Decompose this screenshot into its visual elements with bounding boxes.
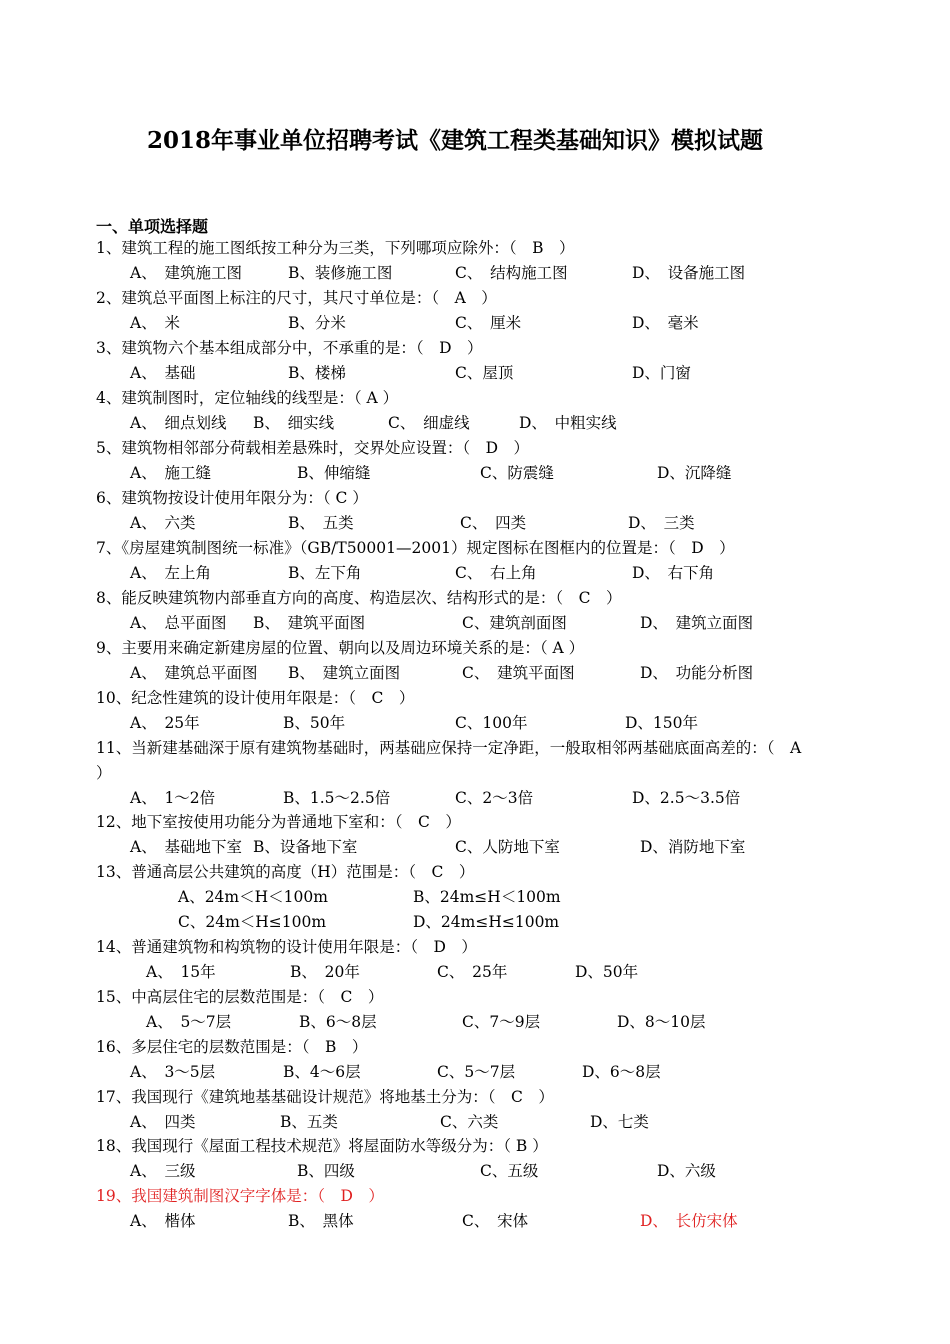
options-row xyxy=(0,837,900,857)
option-a: A、 六类 xyxy=(130,514,196,532)
option-b: B、 五类 xyxy=(288,514,354,532)
option-d: D、 长仿宋体 xyxy=(640,1212,738,1230)
option-a: A、 楷体 xyxy=(130,1212,196,1230)
option-b: B、 建筑平面图 xyxy=(253,614,366,632)
option-d: D、 毫米 xyxy=(632,314,699,332)
options-row xyxy=(0,1211,900,1231)
option-b: B、 黑体 xyxy=(288,1212,354,1230)
option-d: D、门窗 xyxy=(632,364,691,382)
option-b: B、分米 xyxy=(288,314,346,332)
options-row xyxy=(0,663,900,683)
option-c: C、防震缝 xyxy=(480,464,554,482)
question-stem: 16、多层住宅的层数范围是：（ B ） xyxy=(96,1038,368,1056)
options-row xyxy=(0,788,900,808)
option-c: C、5～7层 xyxy=(437,1063,516,1081)
question-stem: 1、建筑工程的施工图纸按工种分为三类，下列哪项应除外：（ B ） xyxy=(96,239,575,257)
options-row xyxy=(0,313,900,333)
options-row xyxy=(0,713,900,733)
option-c: C、 厘米 xyxy=(455,314,522,332)
option-c: C、 结构施工图 xyxy=(455,264,568,282)
question-stem: 8、能反映建筑物内部垂直方向的高度、构造层次、结构形式的是：（ C ） xyxy=(96,589,622,607)
question-stem: 2、建筑总平面图上标注的尺寸，其尺寸单位是：（ A ） xyxy=(96,289,497,307)
option-c: C、100年 xyxy=(455,714,528,732)
option-d: D、6～8层 xyxy=(582,1063,661,1081)
question-stem: 10、纪念性建筑的设计使用年限是：（ C ） xyxy=(96,689,415,707)
option-d: D、消防地下室 xyxy=(640,838,746,856)
option-b: B、 20年 xyxy=(290,963,360,981)
option-d: D、六级 xyxy=(657,1162,716,1180)
option-a: A、 1～2倍 xyxy=(130,789,216,807)
option-b: B、四级 xyxy=(297,1162,355,1180)
option-d: D、 设备施工图 xyxy=(632,264,746,282)
option-b: B、楼梯 xyxy=(288,364,346,382)
options-row xyxy=(0,613,900,633)
option-c: C、 右上角 xyxy=(455,564,537,582)
question-stem: 11、当新建基础深于原有建筑物基础时，两基础应保持一定净距，一般取相邻两基础底面高差的：（ A xyxy=(96,739,802,757)
option-a: A、 3～5层 xyxy=(130,1063,216,1081)
option-d: D、50年 xyxy=(575,963,639,981)
option-c: C、7～9层 xyxy=(462,1013,541,1031)
option-b: B、6～8层 xyxy=(299,1013,377,1031)
question-stem: 17、我国现行《建筑地基基础设计规范》将地基土分为：（ C ） xyxy=(96,1088,554,1106)
option-c: C、六类 xyxy=(440,1113,499,1131)
question-stem: 12、地下室按使用功能分为普通地下室和：（ C ） xyxy=(96,813,461,831)
option-a: A、 建筑总平面图 xyxy=(130,664,258,682)
question-stem: 7、《房屋建筑制图统一标准》（GB/T50001—2001）规定图标在图框内的位置是：（ D ） xyxy=(96,539,735,557)
option-b: B、24m≤H＜100m xyxy=(413,888,561,906)
option-b: B、装修施工图 xyxy=(288,264,393,282)
option-b: B、4～6层 xyxy=(283,1063,361,1081)
option-b: B、 建筑立面图 xyxy=(288,664,401,682)
option-c: C、屋顶 xyxy=(455,364,514,382)
option-a: A、 米 xyxy=(130,314,180,332)
option-d: D、2.5～3.5倍 xyxy=(632,789,741,807)
question-stem: 3、建筑物六个基本组成部分中，不承重的是：（ D ） xyxy=(96,339,483,357)
option-a: A、 基础地下室 xyxy=(130,838,242,856)
section-heading: 一、单项选择题 xyxy=(96,217,209,236)
option-b: B、1.5～2.5倍 xyxy=(283,789,391,807)
option-a: A、 四类 xyxy=(130,1113,196,1131)
question-stem: 4、建筑制图时，定位轴线的线型是：（ A ） xyxy=(96,389,399,407)
options-row xyxy=(0,962,900,982)
option-a: A、 总平面图 xyxy=(130,614,227,632)
option-d: D、 三类 xyxy=(628,514,695,532)
options-row xyxy=(0,413,900,433)
option-d: D、沉降缝 xyxy=(657,464,732,482)
options-row xyxy=(0,1012,900,1032)
options-row xyxy=(0,363,900,383)
page-title: 2018年事业单位招聘考试《建筑工程类基础知识》模拟试题 xyxy=(146,127,763,154)
option-a: A、 施工缝 xyxy=(130,464,211,482)
option-b: B、 细实线 xyxy=(253,414,335,432)
option-c: C、 建筑平面图 xyxy=(462,664,575,682)
option-a: A、 左上角 xyxy=(130,564,211,582)
option-c: C、 宋体 xyxy=(462,1212,529,1230)
option-d: D、 建筑立面图 xyxy=(640,614,754,632)
option-c: C、五级 xyxy=(480,1162,539,1180)
option-a: A、 5～7层 xyxy=(146,1013,232,1031)
option-b: B、设备地下室 xyxy=(253,838,358,856)
question-stem: 14、普通建筑物和构筑物的设计使用年限是：（ D ） xyxy=(96,938,477,956)
option-c: C、人防地下室 xyxy=(455,838,560,856)
option-a: A、 25年 xyxy=(130,714,200,732)
question-stem: 5、建筑物相邻部分荷载相差悬殊时，交界处应设置：（ D ） xyxy=(96,439,530,457)
option-b: B、五类 xyxy=(280,1113,338,1131)
option-d: D、8～10层 xyxy=(617,1013,706,1031)
question-stem: 13、普通高层公共建筑的高度（H）范围是：（ C ） xyxy=(96,863,475,881)
question-stem: 15、中高层住宅的层数范围是：（ C ） xyxy=(96,988,384,1006)
option-b: B、伸缩缝 xyxy=(297,464,371,482)
options-row xyxy=(0,563,900,583)
options-row xyxy=(0,887,900,907)
options-row xyxy=(0,463,900,483)
option-d: D、七类 xyxy=(590,1113,649,1131)
options-row xyxy=(0,1062,900,1082)
question-stem-continuation: ） xyxy=(96,764,112,782)
question-stem: 9、主要用来确定新建房屋的位置、朝向以及周边环境关系的是：（ A ） xyxy=(96,639,585,657)
option-a: A、24m＜H＜100m xyxy=(178,888,328,906)
options-row xyxy=(0,1161,900,1181)
option-a: A、 基础 xyxy=(130,364,196,382)
option-d: D、24m≤H≤100m xyxy=(413,913,560,931)
options-row xyxy=(0,263,900,283)
option-d: D、150年 xyxy=(625,714,699,732)
question-stem: 6、建筑物按设计使用年限分为：（ C ） xyxy=(96,489,368,507)
option-c: C、 四类 xyxy=(460,514,527,532)
option-c: C、2～3倍 xyxy=(455,789,534,807)
option-d: D、 中粗实线 xyxy=(519,414,617,432)
option-a: A、 细点划线 xyxy=(130,414,227,432)
option-c: C、24m＜H≤100m xyxy=(178,913,327,931)
option-a: A、 三级 xyxy=(130,1162,196,1180)
option-c: C、 细虚线 xyxy=(388,414,470,432)
option-d: D、 右下角 xyxy=(632,564,715,582)
option-b: B、左下角 xyxy=(288,564,362,582)
option-c: C、建筑剖面图 xyxy=(462,614,567,632)
option-c: C、 25年 xyxy=(437,963,508,981)
question-stem: 18、我国现行《屋面工程技术规范》将屋面防水等级分为：（ B ） xyxy=(96,1137,548,1155)
option-b: B、50年 xyxy=(283,714,346,732)
options-row xyxy=(0,1112,900,1132)
options-row xyxy=(0,513,900,533)
option-a: A、 建筑施工图 xyxy=(130,264,242,282)
option-a: A、 15年 xyxy=(146,963,216,981)
options-row xyxy=(0,912,900,932)
question-stem: 19、我国建筑制图汉字字体是：（ D ） xyxy=(96,1187,384,1205)
option-d: D、 功能分析图 xyxy=(640,664,754,682)
